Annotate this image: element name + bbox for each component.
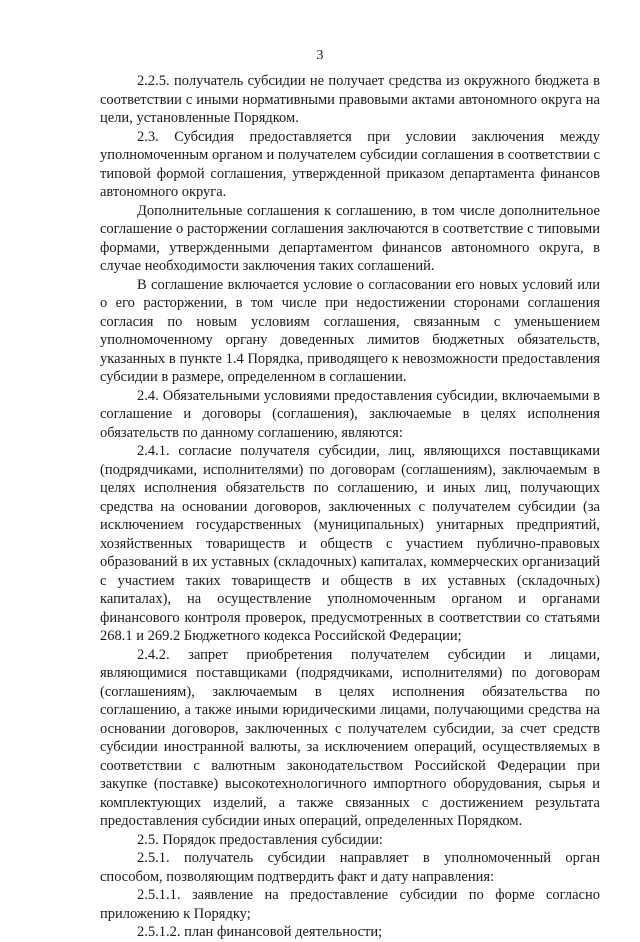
paragraph: Дополнительные соглашения к соглашению, в том числе дополнительное соглашение о расторжении соглашения заключаются в соответствие с типовыми формами, утвержденными департаментом финансов автономного округа, в случае необходимости заключения таких соглашений. [100, 202, 600, 274]
page-number: 3 [316, 48, 324, 63]
paragraph: 2.4.1. согласие получателя субсидии, лиц, являющихся поставщиками (подрядчиками, исполнителями) по договорам (соглашениям), заключаемым в целях исполнения обязательств по соглашению, и иных лиц, получающих средства на основании договоров, заключенных с получателем субсидии (за исключением государственных (муниципальных) унитарных предприятий, хозяйственных товариществ и обществ с участием публично-правовых образований в их уставных (складочных) капиталах, коммерческих организаций с участием таких товариществ и обществ в их уставных (складочных) капиталах), на осуществление уполномоченным органом и органами финансового контроля проверок, предусмотренных в соответствии со статьями 268.1 и 269.2 Бюджетного кодекса Российской Федерации; [100, 443, 600, 644]
paragraph: 2.5.1.2. план финансовой деятельности; [137, 924, 383, 940]
paragraph: 2.5.1. получатель субсидии направляет в уполномоченный орган способом, позволяющим подтвердить факт и дату направления: [100, 850, 600, 885]
paragraph: 2.4. Обязательными условиями предоставления субсидии, включаемыми в соглашение и договоры (соглашения), заключаемые в целях исполнения обязательств по данному соглашению, являются: [100, 387, 600, 441]
paragraph: 2.3. Субсидия предоставляется при условии заключения между уполномоченным органом и получателем субсидии соглашения в соответствии с типовой формой соглашения, утвержденной приказом департамента финансов автономного округа. [100, 128, 600, 200]
paragraph: 2.2.5. получатель субсидии не получает средства из окружного бюджета в соответствии с иными нормативными правовыми актами автономного округа на цели, установленные Порядком. [100, 73, 600, 126]
paragraph: 2.5.1.1. заявление на предоставление субсидии по форме согласно приложению к Порядку; [100, 887, 600, 922]
paragraph: 2.4.2. запрет приобретения получателем субсидии и лицами, являющимися поставщиками (подрядчиками, исполнителями) по договорам (соглашениям), заключаемым в целях исполнения обязательства по соглашению, а также иными юридическими лицами, получающими средства на основании договоров, заключенных с получателем субсидии, за счет средств субсидии иностранной валюты, за исключением операций, осуществляемых в соответствии с валютным законодательством Российской Федерации при закупке (поставке) высокотехнологичного импортного оборудования, сырья и комплектующих изделий, а также связанных с достижением результата предоставления субсидии иных операций, определенных Порядком. [100, 646, 600, 829]
document-body [100, 72, 600, 942]
paragraph: В соглашение включается условие о согласовании его новых условий или о его расторжении, в том числе при недостижении сторонами соглашения согласия по новым условиям соглашения, связанным с уменьшением уполномоченному органу доведенных лимитов бюджетных обязательств, указанных в пункте 1.4 Порядка, приводящего к невозможности предоставления субсидии в размере, определенном в соглашении. [100, 276, 600, 385]
paragraph: 2.5. Порядок предоставления субсидии: [137, 831, 383, 848]
